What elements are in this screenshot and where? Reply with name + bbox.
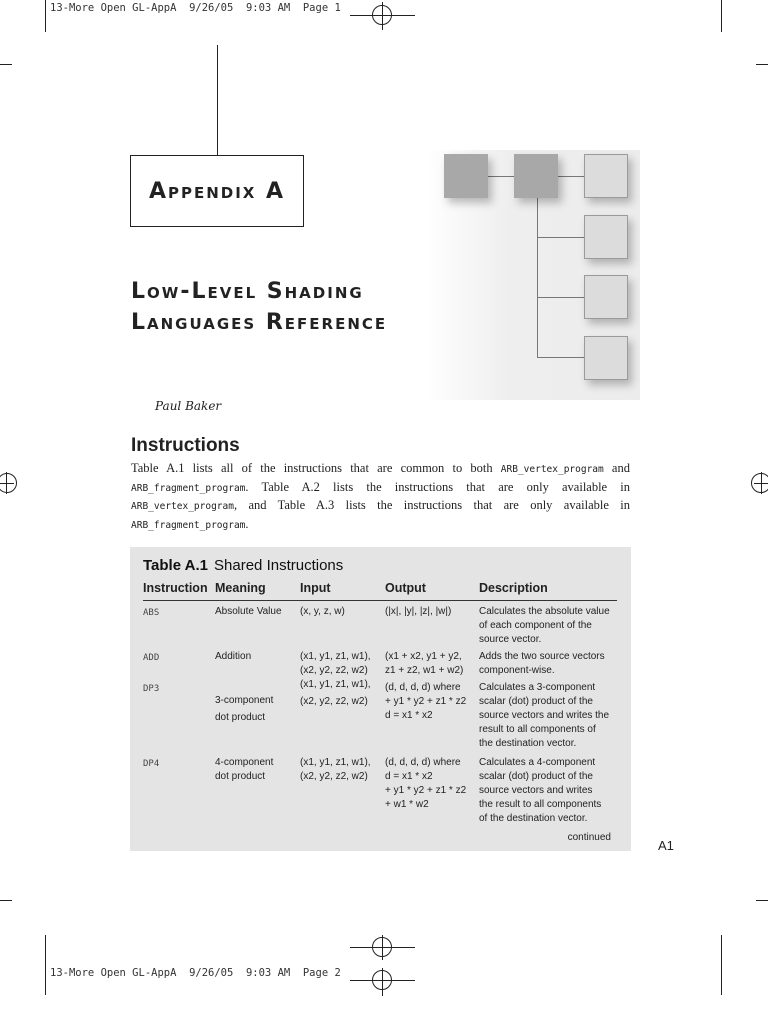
- cell-description: Calculates a 4-component scalar (dot) product of the source vectors and writes the result to all components of the destination vector.: [479, 757, 602, 824]
- col-header-description: Description: [479, 581, 548, 595]
- cell-meaning: Addition: [215, 651, 252, 662]
- author: Paul Baker: [155, 399, 222, 413]
- cell-description: Calculates the absolute value of each component of the source vector.: [479, 606, 610, 645]
- table-title: Table A.1 Shared Instructions: [143, 557, 344, 574]
- cell-output: (|x|, |y|, |z|, |w|): [385, 606, 452, 617]
- slug-bottom: 13-More Open GL-AppA 9/26/05 9:03 AM Page 2: [50, 967, 341, 979]
- header-rule: [143, 600, 617, 601]
- cell-description: Adds the two source vectors component-wise.: [479, 651, 605, 676]
- cell-instruction: ADD: [143, 653, 160, 663]
- slug-top: 13-More Open GL-AppA 9/26/05 9:03 AM Page 1: [50, 2, 341, 14]
- cell-output: (d, d, d, d) where + y1 * y2 + z1 * z2 d = x1 * x2: [385, 682, 467, 721]
- title-stem-line: [217, 45, 218, 155]
- cell-input: (x1, y1, z1, w1), (x2, y2, z2, w2): [300, 679, 371, 707]
- cell-input: (x1, y1, z1, w1), (x2, y2, z2, w2): [300, 757, 371, 782]
- cell-input: (x1, y1, z1, w1), (x2, y2, z2, w2): [300, 651, 371, 676]
- cell-meaning: 4-component dot product: [215, 757, 274, 782]
- chapter-title: [131, 276, 387, 338]
- cell-instruction: DP4: [143, 759, 160, 769]
- cell-output: (x1 + x2, y1 + y2, z1 + z2, w1 + w2): [385, 651, 464, 676]
- cell-instruction: DP3: [143, 684, 160, 694]
- cell-description: Calculates a 3-component scalar (dot) product of the source vectors and writes the result to all components of the destination vector.: [479, 682, 610, 749]
- cell-meaning: Absolute Value: [215, 606, 282, 617]
- section-heading: Instructions: [131, 435, 240, 456]
- title-line-2: Languages Reference: [131, 310, 388, 335]
- page-number: A1: [658, 838, 674, 853]
- title-line-1: Low-Level Shading: [131, 279, 364, 304]
- cell-instruction: ABS: [143, 608, 160, 618]
- col-header-meaning: Meaning: [215, 581, 266, 595]
- cell-input: (x, y, z, w): [300, 606, 345, 617]
- cell-output: (d, d, d, d) where d = x1 * x2 + y1 * y2 + z1 * z2 + w1 * w2: [385, 757, 467, 810]
- appendix-label: Appendix A: [130, 155, 304, 227]
- col-header-input: Input: [300, 581, 331, 595]
- intro-paragraph: Table A.1 lists all of the instructions that are common to both ARB_vertex_program and ARB_fragment_program. Table A.2 lists the instructions that are only available in ARB_vertex_program, and Table A.3 lists the instructions that are only available in ARB_fragment_program.: [131, 461, 630, 531]
- col-header-output: Output: [385, 581, 426, 595]
- shared-instructions-table: [130, 547, 631, 851]
- col-header-instruction: Instruction: [143, 581, 208, 595]
- continued-note: continued: [567, 832, 611, 843]
- cell-meaning: 3-component dot product: [215, 695, 274, 723]
